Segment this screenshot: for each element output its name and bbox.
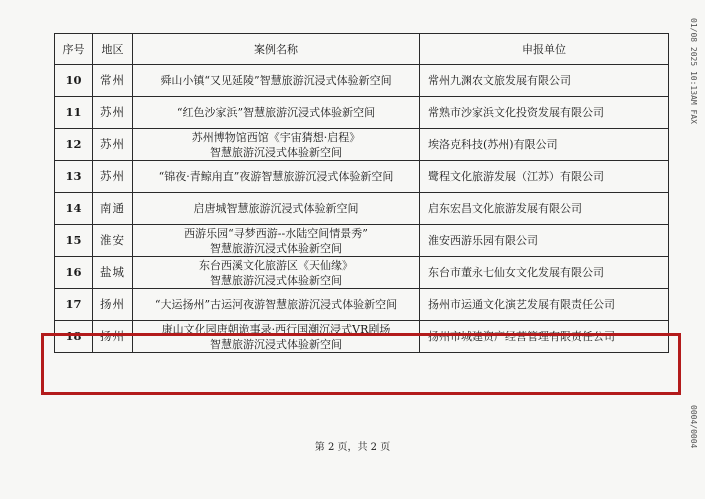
- case-name-line: 智慧旅游沉浸式体验新空间: [210, 337, 342, 351]
- header-case: 案例名称: [133, 34, 420, 65]
- row-case-name: [133, 161, 420, 193]
- case-name-line: 舜山小镇“又见延陵”智慧旅游沉浸式体验新空间: [160, 74, 392, 87]
- case-name-line: “锦夜·青鲸甪直”夜游智慧旅游沉浸式体验新空间: [158, 170, 394, 183]
- highlight-box: [41, 333, 681, 395]
- row-number: 11: [55, 97, 93, 129]
- row-region: 淮安: [93, 225, 133, 257]
- row-number: 12: [55, 129, 93, 161]
- header-region: 地区: [93, 34, 133, 65]
- row-region: 苏州: [93, 129, 133, 161]
- row-number: 10: [55, 65, 93, 97]
- row-region: 扬州: [93, 289, 133, 321]
- row-number: 13: [55, 161, 93, 193]
- row-applicant-unit: 常州九渊农文旅发展有限公司: [420, 65, 669, 97]
- case-name-line: 苏州博物馆西馆《宇宙猜想·启程》: [191, 130, 361, 144]
- table-row: [55, 129, 669, 161]
- table-row: [55, 65, 669, 97]
- table-row: [55, 97, 669, 129]
- row-case-name: [133, 225, 420, 257]
- table-row: [55, 289, 669, 321]
- table-row: [55, 257, 669, 289]
- table-row: [55, 161, 669, 193]
- header-unit: 申报单位: [420, 34, 669, 65]
- row-number: 17: [55, 289, 93, 321]
- row-number: 14: [55, 193, 93, 225]
- row-number: 18: [55, 321, 93, 353]
- row-applicant-unit: 常熟市沙家浜文化投资发展有限公司: [420, 97, 669, 129]
- case-name-line: 智慧旅游沉浸式体验新空间: [210, 145, 342, 159]
- case-name-line: 启唐城智慧旅游沉浸式体验新空间: [193, 202, 359, 215]
- table-row: [55, 225, 669, 257]
- row-region: 苏州: [93, 161, 133, 193]
- row-applicant-unit: 东台市董永七仙女文化发展有限公司: [420, 257, 669, 289]
- row-number: 15: [55, 225, 93, 257]
- fax-page-stamp: 0004/0004: [689, 405, 698, 449]
- row-applicant-unit: 埃洛克科技(苏州)有限公司: [420, 129, 669, 161]
- row-number: 16: [55, 257, 93, 289]
- row-region: 南通: [93, 193, 133, 225]
- fax-header-stamp: 01/08 2025 10:13AM FAX: [689, 18, 698, 124]
- row-region: 扬州: [93, 321, 133, 353]
- case-name-line: 东台西溪文化旅游区《天仙缘》: [199, 258, 353, 272]
- row-applicant-unit: 鹭程文化旅游发展（江苏）有限公司: [420, 161, 669, 193]
- row-applicant-unit: 启东宏昌文化旅游发展有限公司: [420, 193, 669, 225]
- table-row: [55, 193, 669, 225]
- row-applicant-unit: 扬州市城建资产经营管理有限责任公司: [420, 321, 669, 353]
- case-name-line: 智慧旅游沉浸式体验新空间: [210, 273, 342, 287]
- row-case-name: [133, 129, 420, 161]
- header-no: 序号: [55, 34, 93, 65]
- row-region: 盐城: [93, 257, 133, 289]
- table-body: [55, 65, 669, 353]
- case-table: [54, 33, 669, 353]
- page-footer: 第 2 页，共 2 页: [314, 442, 391, 453]
- case-name-line: 康山文化园唐朝诡事录·西行国潮沉浸式VR剧场: [161, 322, 391, 336]
- row-case-name: [133, 289, 420, 321]
- case-name-line: 西游乐园“寻梦西游--水陆空间情景秀”: [184, 226, 368, 240]
- row-applicant-unit: 扬州市运通文化演艺发展有限责任公司: [420, 289, 669, 321]
- case-name-line: “大运扬州”古运河夜游智慧旅游沉浸式体验新空间: [154, 298, 398, 311]
- case-name-line: 智慧旅游沉浸式体验新空间: [210, 241, 342, 255]
- row-region: 苏州: [93, 97, 133, 129]
- row-region: 常州: [93, 65, 133, 97]
- table-header-row: [55, 34, 669, 65]
- row-case-name: [133, 97, 420, 129]
- row-applicant-unit: 淮安西游乐园有限公司: [420, 225, 669, 257]
- row-case-name: [133, 193, 420, 225]
- row-case-name: [133, 257, 420, 289]
- case-name-line: “红色沙家浜”智慧旅游沉浸式体验新空间: [176, 106, 376, 119]
- row-case-name: [133, 65, 420, 97]
